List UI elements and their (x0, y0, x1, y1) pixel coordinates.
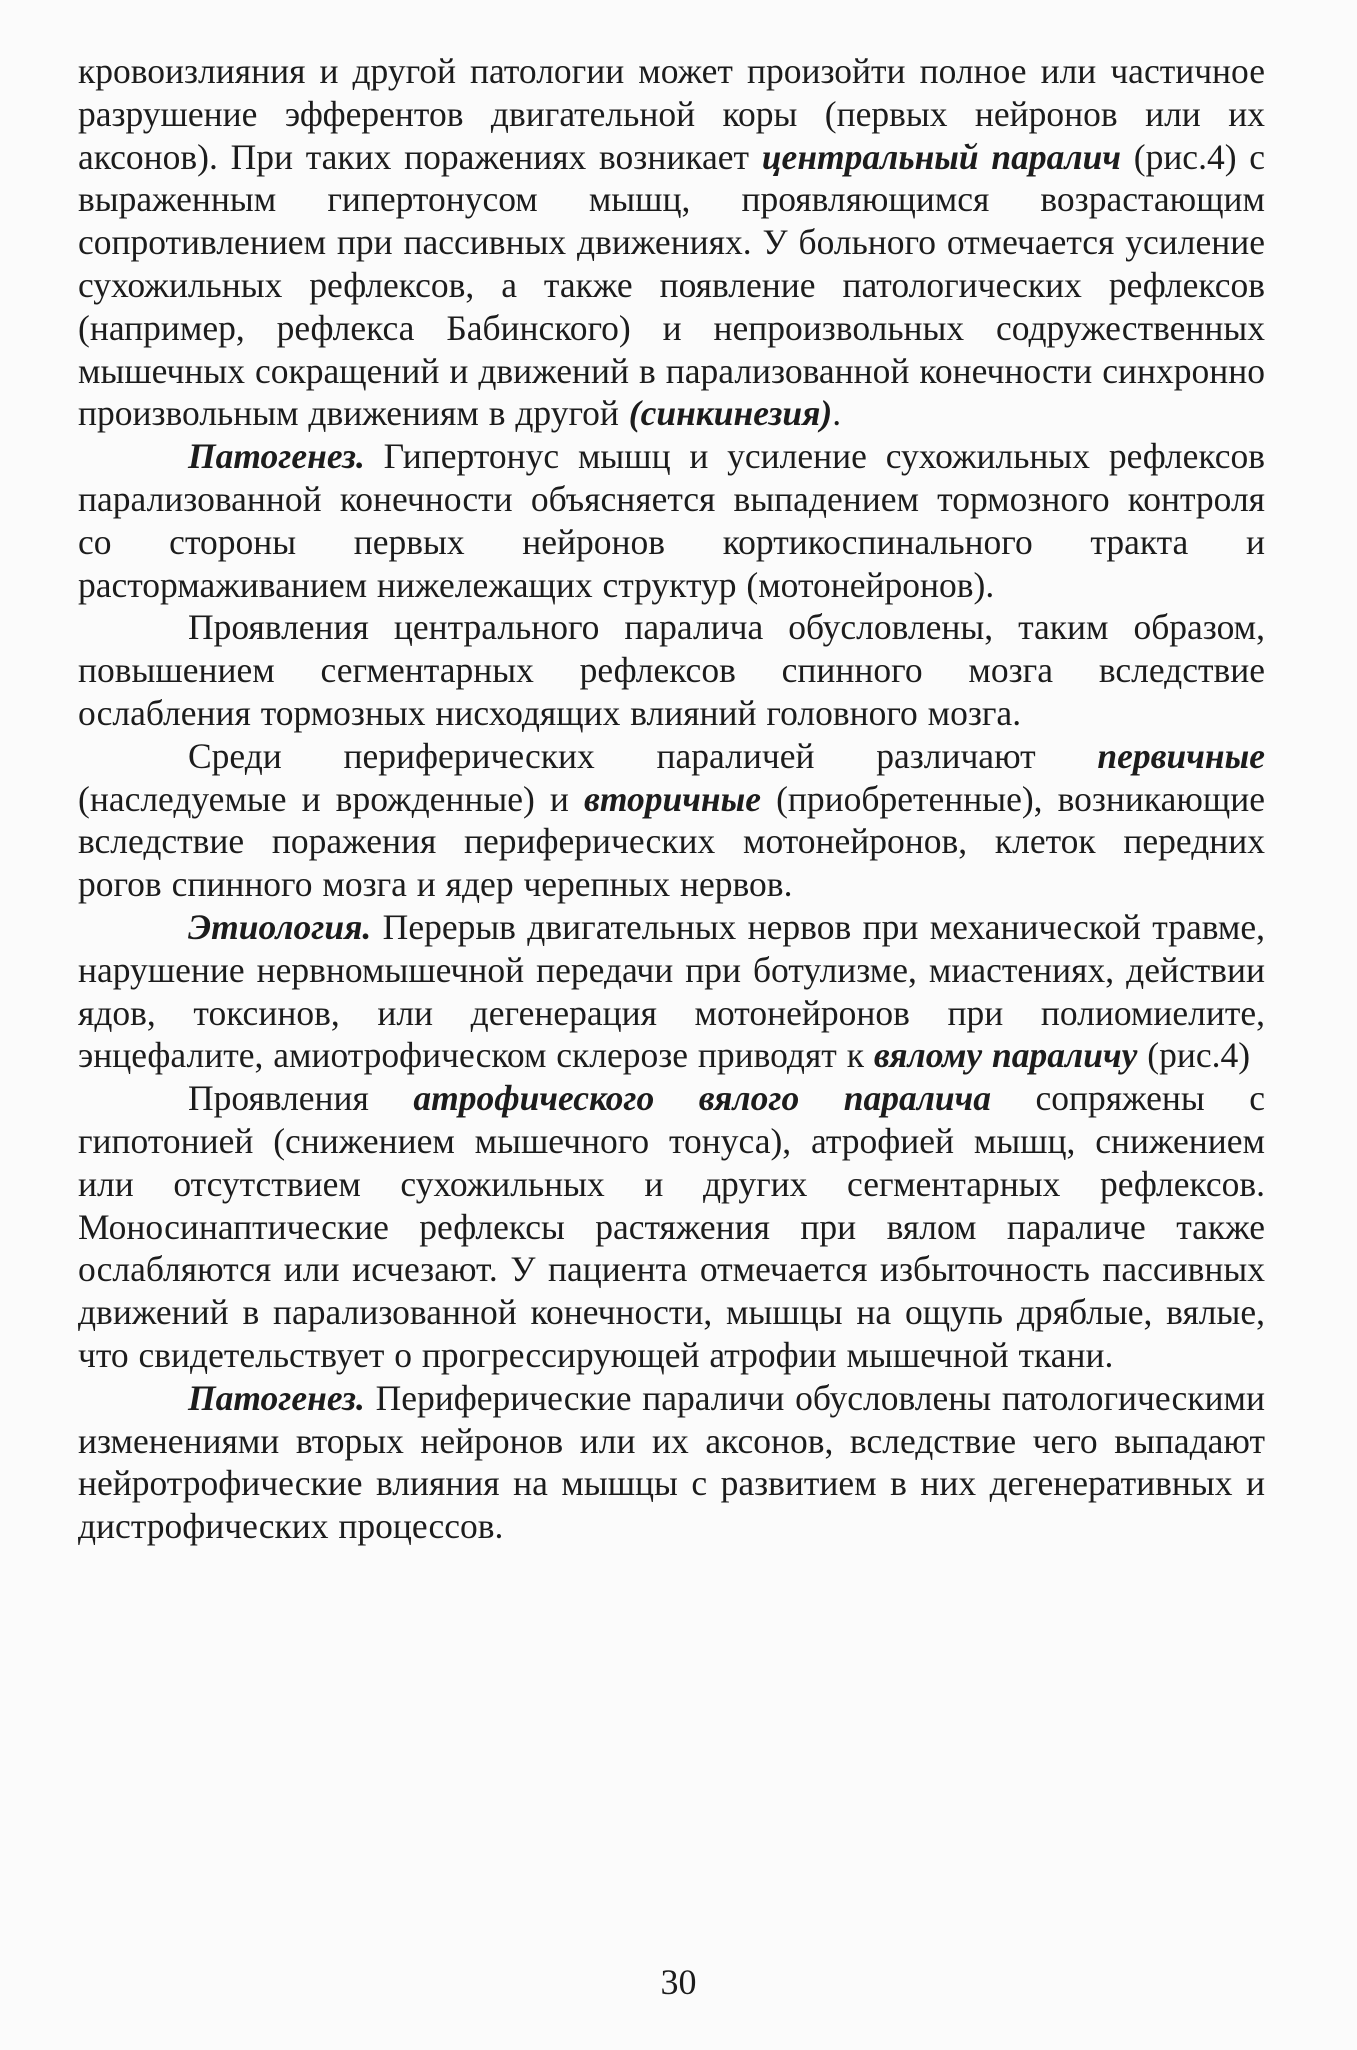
paragraph-5 (78, 906, 1265, 1077)
paragraph-3 (78, 606, 1265, 734)
text-run: (наследуемые и врожденные) и (78, 778, 585, 819)
text-run: Проявления (188, 1078, 414, 1119)
emphasis-heading-pathogenesis: Патогенез. (188, 436, 365, 477)
text-run: . (832, 393, 842, 434)
text-run: Периферические параличи обусловлены патологическими изменениями вторых нейронов или их аксонов, вследствие чего выпадают нейротрофические влияния на мышцы с развитием в них дегенеративных и дистрофических процессов. (78, 1377, 1265, 1547)
paragraph-4 (78, 735, 1265, 906)
text-run: Проявления центрального паралича обусловлены, таким образом, повышением сегментарных рефлексов спинного мозга вследствие ослабления тормозных нисходящих влияний головного мозга. (78, 607, 1265, 733)
text-run: (рис.4) с выраженным гипертонусом мышц, проявляющимся возрастающим сопротивлением при пассивных движениях. У больного отмечается усиление сухожильных рефлексов, а также появление патологических рефлексов (например, рефлекса Бабинского) и непроизвольных содружественных мышечных сокращений и движений в парализованной конечности синхронно произвольным движениям в другой (78, 136, 1266, 434)
paragraph-7 (78, 1377, 1265, 1548)
text-run: кровоизлияния и другой патологии может произойти полное или частичное разрушение эфферентов двигательной коры (первых нейронов или их аксонов). При таких поражениях возникает (78, 51, 1265, 177)
paragraph-2 (78, 435, 1265, 606)
text-run: Гипертонус мышц и усиление сухожильных рефлексов парализованной конечности объясняется выпадением тормозного контроля со стороны первых нейронов кортикоспинального тракта и растормаживанием нижележащих структур (мотонейронов). (78, 436, 1265, 605)
text-run: Перерыв двигательных нервов при механической травме, нарушение нервномышечной передачи при ботулизме, миастениях, действии ядов, токсинов, или дегенерация мотонейронов при полиомиелите, энцефалите, амиотрофическом склерозе приводят к (78, 906, 1265, 1076)
text-run: сопряжены с гипотонией (снижением мышечного тонуса), атрофией мышц, снижением или отсутствием сухожильных и других сегментарных рефлексов. Моносинаптические рефлексы растяжения при вялом параличе также ослабляются или исчезают. У пациента отмечается избыточность пассивных движений в парализованной конечности, мышцы на ощупь дряблые, вялые, что свидетельствует о прогрессирующей атрофии мышечной ткани. (78, 1078, 1265, 1375)
page-number: 30 (660, 1962, 697, 2002)
emphasis-term-secondary: вторичные (584, 778, 761, 819)
text-run: (рис.4) (1137, 1035, 1251, 1076)
text-run: (приобретенные), возникающие вследствие поражения периферических мотонейронов, клеток передних рогов спинного мозга и ядер черепных нервов. (78, 778, 1265, 905)
paragraph-1 (78, 50, 1265, 435)
emphasis-term-primary: первичные (1097, 735, 1265, 776)
emphasis-term-flaccid-paralysis: вялому параличу (873, 1035, 1138, 1076)
page-body (78, 50, 1265, 1548)
emphasis-heading-pathogenesis: Патогенез. (188, 1377, 365, 1418)
text-run: Среди периферических параличей различают (188, 735, 1098, 776)
paragraph-6 (78, 1077, 1265, 1377)
emphasis-term-synkinesis: (синкинезия) (628, 393, 833, 434)
emphasis-term-atrophic-flaccid-paralysis: атрофического вялого паралича (413, 1078, 992, 1119)
emphasis-heading-etiology: Этиология. (188, 906, 372, 947)
emphasis-term-central-paralysis: центральный паралич (761, 136, 1121, 177)
